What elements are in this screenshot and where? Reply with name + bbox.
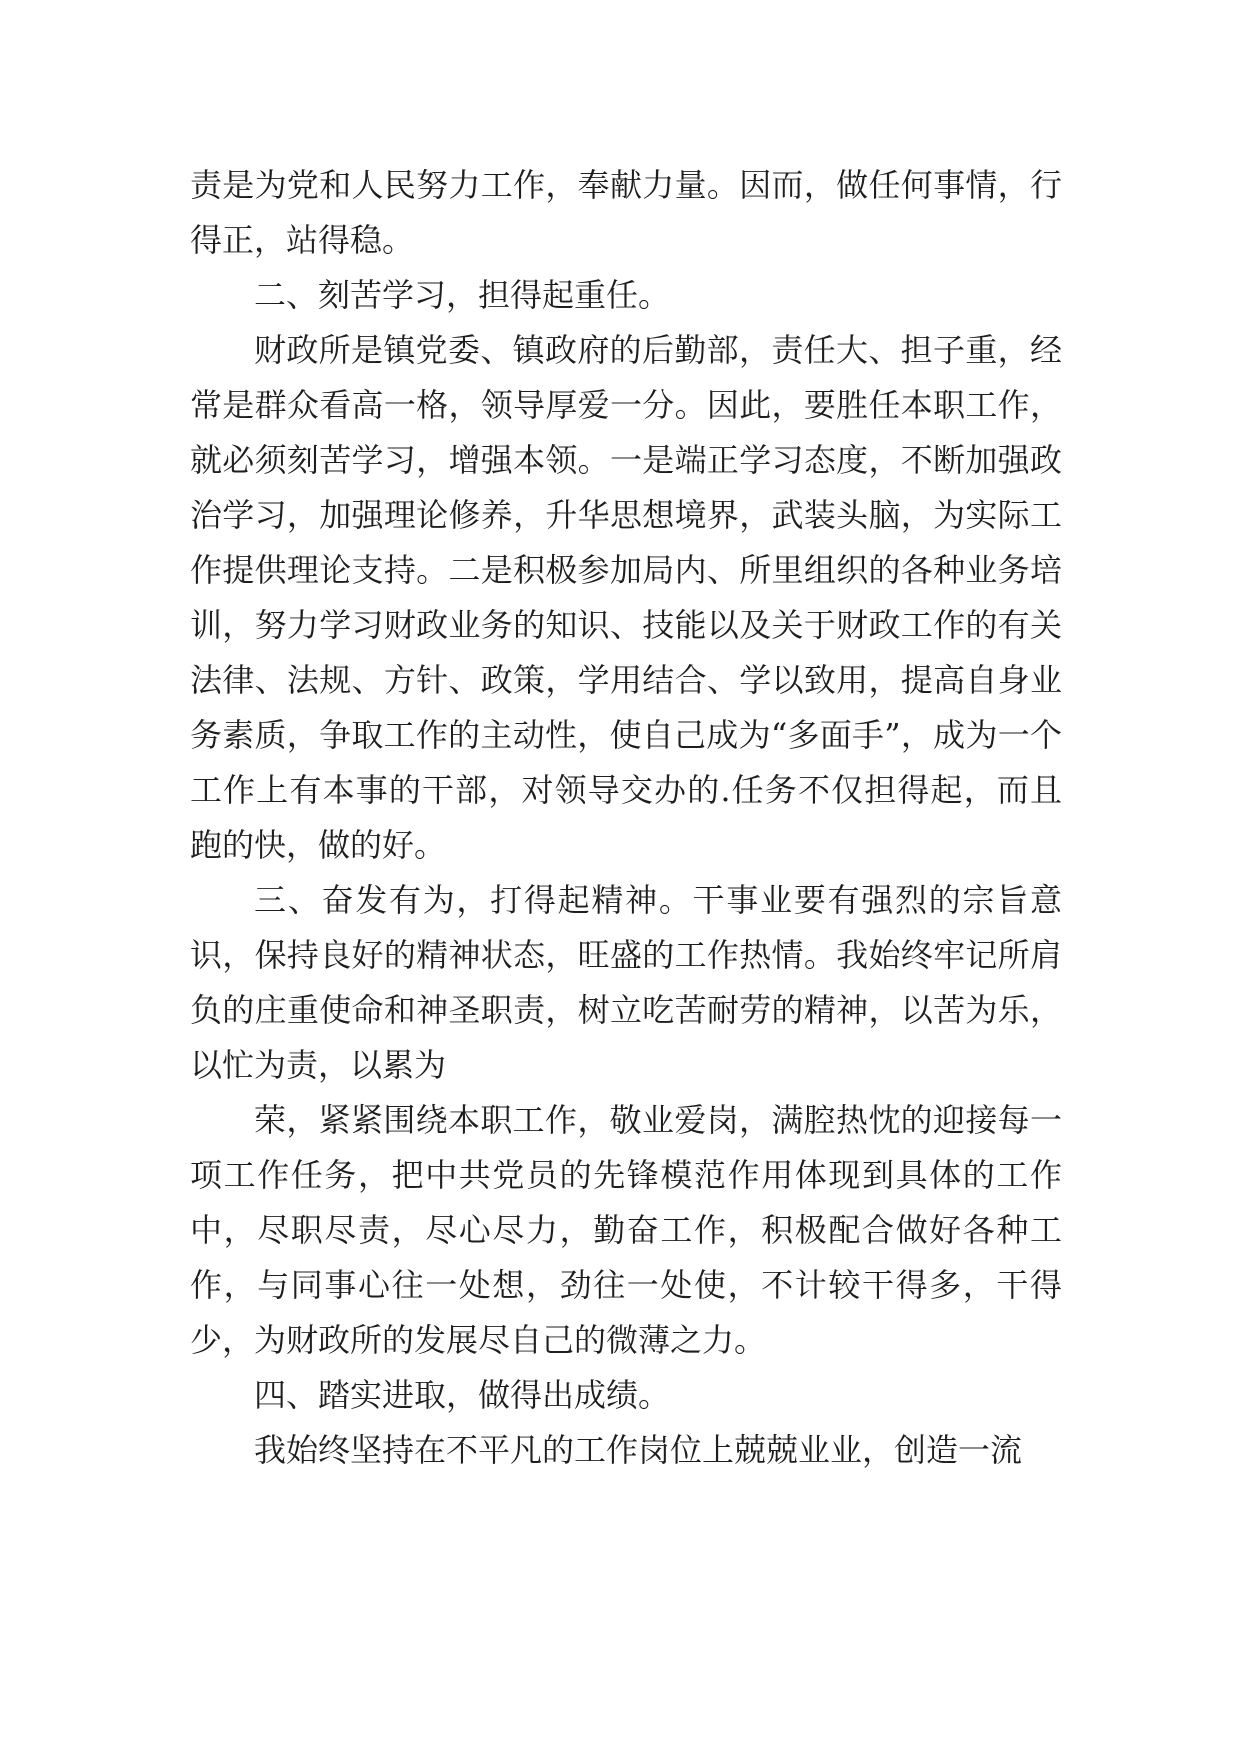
section-heading-three: 三、奋发有为，打得起精神。干事业要有强烈的宗旨意识，保持良好的精神状态，旺盛的工作热情。我始终牢记所肩负的庄重使命和神圣职责，树立吃苦耐劳的精神，以苦为乐，以忙为责，以累为 [190, 881, 1062, 1084]
paragraph-continuation: 责是为党和人民努力工作，奉献力量。因而，做任何事情，行得正，站得稳。 [190, 166, 1062, 259]
paragraph-dedication: 荣，紧紧围绕本职工作，敬业爱岗，满腔热忱的迎接每一项工作任务，把中共党员的先锋模范作用体现到具体的工作中，尽职尽责，尽心尽力，勤奋工作，积极配合做好各种工作，与同事心往一处想，劲往一处使，不计较干得多，干得少，为财政所的发展尽自己的微薄之力。 [190, 1101, 1062, 1359]
section-heading-four: 四、踏实进取，做得出成绩。 [254, 1376, 671, 1414]
paragraph-study: 财政所是镇党委、镇政府的后勤部，责任大、担子重，经常是群众看高一格，领导厚爱一分。因此，要胜任本职工作，就必须刻苦学习，增强本领。一是端正学习态度，不断加强政治学习，加强理论修养，升华思想境界，武装头脑，为实际工作提供理论支持。二是积极参加局内、所里组织的各种业务培训，努力学习财政业务的知识、技能以及关于财政工作的有关法律、法规、方针、政策，学用结合、学以致用，提高自身业务素质，争取工作的主动性，使自己成为“多面手”，成为一个工作上有本事的干部，对领导交办的.任务不仅担得起，而且跑的快，做的好。 [190, 331, 1062, 864]
section-heading-two: 二、刻苦学习，担得起重任。 [254, 276, 671, 314]
paragraph-achievement: 我始终坚持在不平凡的工作岗位上兢兢业业，创造一流 [254, 1431, 1023, 1469]
document-body [190, 158, 1062, 1478]
